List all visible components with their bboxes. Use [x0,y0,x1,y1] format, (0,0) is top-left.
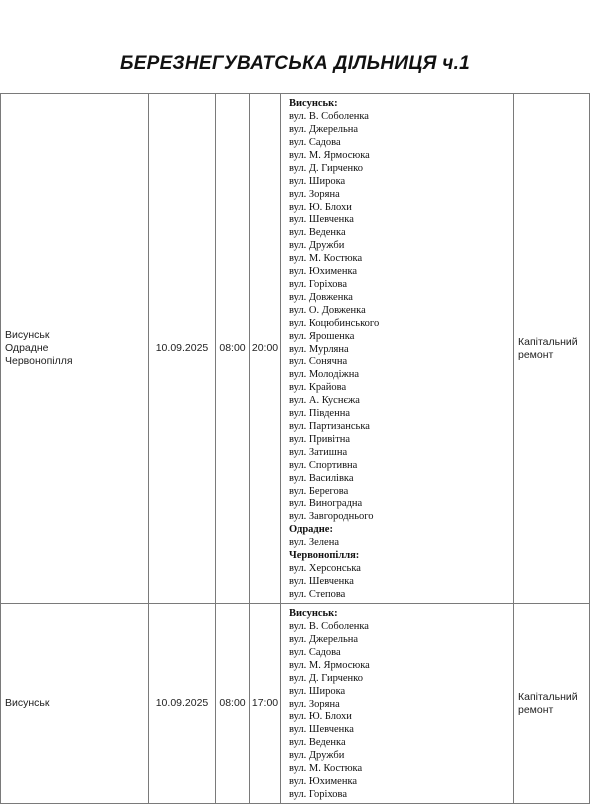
table-row [1,604,590,804]
street-item: вул. Привітна [289,433,351,445]
street-item: вул. Широка [289,175,346,187]
street-item: вул. Ю. Блохи [289,711,352,723]
street-item: вул. Коцюбинського [289,317,380,329]
street-item: вул. Завгороднього [289,511,374,523]
settlement-name: Висунськ [5,329,50,341]
street-item: вул. Веденка [289,737,346,749]
street-item: вул. Херсонська [289,562,361,574]
street-item: вул. Довженка [289,291,353,303]
settlements-cell [1,94,149,604]
street-item: вул. Ярошенка [289,330,355,342]
reason-line: ремонт [518,703,554,716]
end-time-cell [250,94,281,604]
reason-line: ремонт [518,348,554,361]
outage-date: 10.09.2025 [155,342,209,354]
settlement-name: Висунськ [5,697,50,709]
street-item: вул. Веденка [289,227,346,239]
street-item: вул. Зелена [289,537,339,549]
street-item: вул. А. Куснєжа [289,395,360,407]
street-item: вул. Юхименка [289,775,358,787]
street-item: вул. Садова [289,137,341,149]
street-list [289,608,513,802]
street-item: вул. Д. Гирченко [289,162,363,174]
street-item: вул. Берегова [289,485,349,497]
settlement-heading: Одрадне: [289,524,333,536]
street-item: вул. Молодіжна [289,369,360,381]
start-time-cell [216,94,250,604]
settlement-name: Одрадне [5,342,49,354]
street-item: вул. Степова [289,588,346,600]
street-item: вул. Дружби [289,240,345,252]
date-cell [149,94,216,604]
street-item: вул. В. Соболенка [289,111,369,123]
streets-cell [281,94,514,604]
street-item: вул. М. Костюка [289,763,363,775]
street-item: вул. Д. Гирченко [289,672,363,684]
reason-cell [514,94,590,604]
reason-line: Капітальний [518,335,578,348]
street-item: вул. Шевченка [289,724,354,736]
settlement-heading: Висунськ: [289,608,338,620]
street-list [289,98,513,601]
street-item: вул. Мурляна [289,343,349,355]
street-item: вул. Горіхова [289,788,348,800]
date-cell [149,604,216,804]
end-time-cell [250,604,281,804]
street-item: вул. М. Костюка [289,253,363,265]
street-item: вул. Сонячна [289,356,348,368]
street-item: вул. Зоряна [289,698,340,710]
start-time: 08:00 [219,697,246,709]
start-time: 08:00 [219,342,246,354]
street-item: вул. Південна [289,408,350,420]
start-time-cell [216,604,250,804]
end-time: 17:00 [251,697,279,709]
street-item: вул. Садова [289,646,341,658]
reason-line: Капітальний [518,690,578,703]
table-row [1,94,590,604]
settlement-name: Червонопілля [5,355,73,367]
street-item: вул. Затишна [289,446,348,458]
outage-schedule-table [0,93,590,804]
outage-date: 10.09.2025 [155,697,209,709]
settlement-heading: Висунськ: [289,98,338,110]
street-item: вул. Юхименка [289,266,358,278]
reason-cell [514,604,590,804]
street-item: вул. Шевченка [289,575,354,587]
street-item: вул. М. Ярмосюка [289,659,370,671]
street-item: вул. М. Ярмосюка [289,149,370,161]
page-title: БЕРЕЗНЕГУВАТСЬКА ДІЛЬНИЦЯ ч.1 [119,53,471,74]
street-item: вул. Спортивна [289,459,358,471]
street-item: вул. О. Довженка [289,304,366,316]
street-item: вул. Зоряна [289,188,340,200]
street-item: вул. Партизанська [289,420,370,432]
street-item: вул. Джерельна [289,634,359,646]
street-item: вул. Виноградна [289,498,363,510]
street-item: вул. Широка [289,685,346,697]
street-item: вул. Дружби [289,750,345,762]
street-item: вул. В. Соболенка [289,621,369,633]
settlement-heading: Червонопілля: [289,550,360,562]
street-item: вул. Крайова [289,382,347,394]
streets-cell [281,604,514,804]
end-time: 20:00 [251,342,279,354]
settlements-cell [1,604,149,804]
street-item: вул. Ю. Блохи [289,201,352,213]
street-item: вул. Джерельна [289,124,359,136]
street-item: вул. Шевченка [289,214,354,226]
street-item: вул. Василівка [289,472,354,484]
street-item: вул. Горіхова [289,279,348,291]
